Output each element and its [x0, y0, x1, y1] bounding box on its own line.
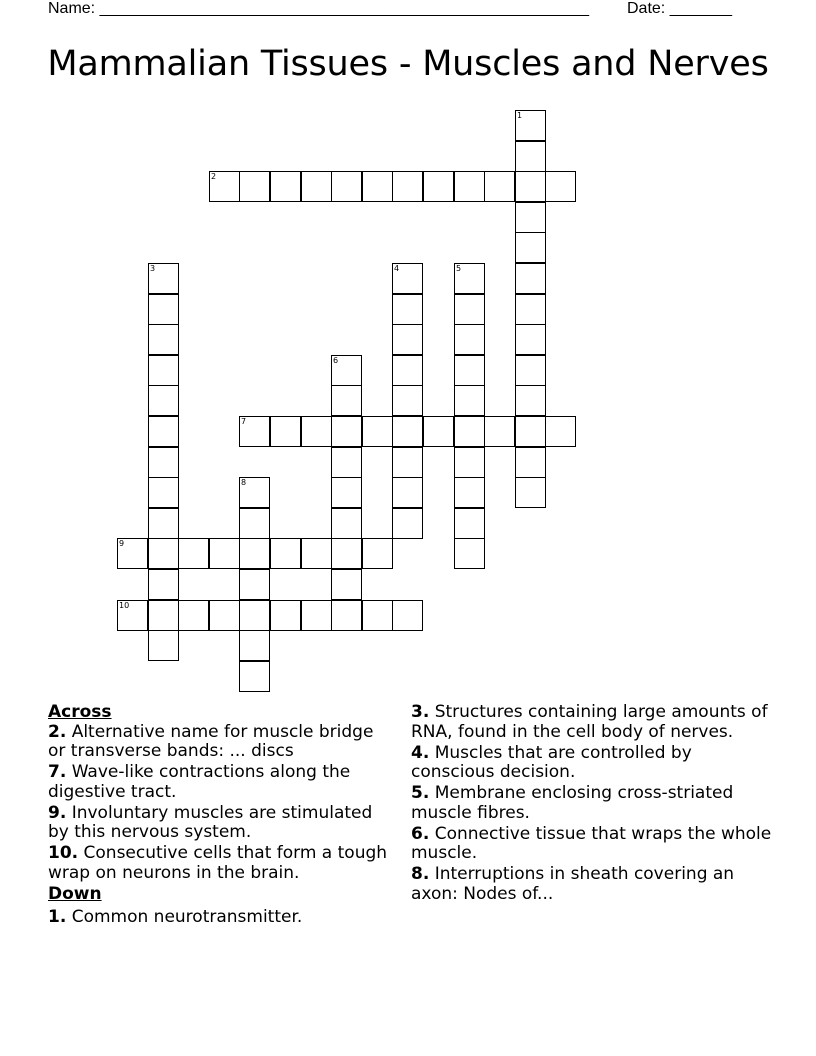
crossword-cell[interactable] [148, 416, 179, 447]
crossword-cell[interactable] [209, 171, 240, 202]
crossword-cell[interactable] [362, 600, 393, 631]
crossword-cell[interactable] [392, 416, 423, 447]
crossword-cell[interactable] [209, 600, 240, 631]
crossword-cell[interactable] [515, 416, 546, 447]
clue-across-9 [48, 804, 393, 843]
crossword-cell[interactable] [454, 294, 485, 325]
crossword-cell[interactable] [148, 294, 179, 325]
clue-number: 10. [48, 843, 79, 863]
clue-down-6 [411, 825, 776, 864]
crossword-cell[interactable] [148, 385, 179, 416]
crossword-cell[interactable] [454, 263, 485, 294]
crossword-cell[interactable] [209, 538, 240, 569]
crossword-cell[interactable] [331, 447, 362, 478]
crossword-cell[interactable] [331, 355, 362, 386]
crossword-cell[interactable] [362, 171, 393, 202]
crossword-cell[interactable] [148, 324, 179, 355]
crossword-cell[interactable] [515, 202, 546, 233]
crossword-cell[interactable] [545, 171, 576, 202]
crossword-cell[interactable] [515, 324, 546, 355]
crossword-cell[interactable] [392, 385, 423, 416]
crossword-cell[interactable] [454, 324, 485, 355]
cell-number: 9 [119, 539, 125, 548]
crossword-cell[interactable] [331, 477, 362, 508]
crossword-cell[interactable] [423, 171, 454, 202]
crossword-cell[interactable] [331, 600, 362, 631]
crossword-cell[interactable] [148, 630, 179, 661]
crossword-cell[interactable] [454, 416, 485, 447]
clue-down-1 [48, 908, 393, 928]
crossword-cell[interactable] [239, 600, 270, 631]
cell-number: 4 [394, 264, 400, 273]
crossword-cell[interactable] [484, 416, 515, 447]
page-title: Mammalian Tissues - Muscles and Nerves [47, 44, 769, 84]
crossword-cell[interactable] [515, 263, 546, 294]
crossword-cell[interactable] [270, 538, 301, 569]
clue-text: Membrane enclosing cross-striated muscle fibres. [411, 783, 734, 823]
crossword-cell[interactable] [239, 630, 270, 661]
clue-down-3 [411, 703, 776, 742]
crossword-cell[interactable] [331, 508, 362, 539]
clue-number: 5. [411, 783, 430, 803]
clue-text: Common neurotransmitter. [71, 907, 303, 927]
cell-number: 8 [241, 478, 247, 487]
clue-number: 2. [48, 721, 67, 742]
across-heading: Across [48, 702, 112, 722]
cell-number: 10 [119, 601, 130, 610]
crossword-cell[interactable] [392, 447, 423, 478]
cell-number: 1 [517, 111, 523, 120]
crossword-cell[interactable] [239, 477, 270, 508]
clue-across-7 [48, 763, 393, 802]
crossword-cell[interactable] [301, 416, 332, 447]
crossword-cell[interactable] [331, 538, 362, 569]
crossword-cell[interactable] [331, 416, 362, 447]
down-heading: Down [48, 883, 102, 904]
crossword-cell[interactable] [239, 538, 270, 569]
clue-number: 8. [411, 864, 430, 884]
crossword-cell[interactable] [392, 294, 423, 325]
crossword-cell[interactable] [301, 600, 332, 631]
clue-number: 4. [411, 742, 430, 763]
crossword-cell[interactable] [239, 569, 270, 600]
crossword-cell[interactable] [454, 355, 485, 386]
name-field-label: Name: _______________________________________________________ [48, 0, 589, 17]
crossword-cell[interactable] [454, 447, 485, 478]
clues-left-column [48, 703, 393, 929]
crossword-cell[interactable] [117, 600, 148, 631]
crossword-cell[interactable] [515, 385, 546, 416]
crossword-cell[interactable] [423, 416, 454, 447]
crossword-cell[interactable] [239, 508, 270, 539]
clue-down-8 [411, 865, 776, 904]
crossword-cell[interactable] [178, 600, 209, 631]
crossword-cell[interactable] [392, 355, 423, 386]
crossword-cell[interactable] [362, 538, 393, 569]
clue-number: 6. [411, 823, 430, 844]
clue-text: Alternative name for muscle bridge or transverse bands: ... discs [48, 721, 374, 761]
crossword-cell[interactable] [117, 538, 148, 569]
clue-number: 3. [411, 702, 430, 722]
crossword-cell[interactable] [392, 600, 423, 631]
crossword-cell[interactable] [454, 171, 485, 202]
clue-across-2 [48, 723, 393, 762]
crossword-cell[interactable] [148, 447, 179, 478]
crossword-cell[interactable] [392, 508, 423, 539]
crossword-cell[interactable] [331, 385, 362, 416]
crossword-cell[interactable] [331, 569, 362, 600]
crossword-cell[interactable] [454, 508, 485, 539]
crossword-cell[interactable] [148, 508, 179, 539]
cell-number: 5 [456, 264, 462, 273]
crossword-cell[interactable] [515, 232, 546, 263]
crossword-cell[interactable] [148, 355, 179, 386]
crossword-cell[interactable] [239, 416, 270, 447]
clue-text: Consecutive cells that form a tough wrap on neurons in the brain. [48, 843, 388, 883]
clue-text: Interruptions in sheath covering an axon: Nodes of... [411, 864, 735, 904]
crossword-cell[interactable] [331, 171, 362, 202]
crossword-cell[interactable] [454, 477, 485, 508]
clue-text: Wave-like contractions along the digestive tract. [48, 762, 351, 802]
crossword-cell[interactable] [515, 447, 546, 478]
crossword-cell[interactable] [392, 171, 423, 202]
clue-number: 9. [48, 802, 67, 823]
crossword-cell[interactable] [270, 600, 301, 631]
clue-text: Muscles that are controlled by conscious decision. [411, 742, 692, 782]
crossword-cell[interactable] [454, 385, 485, 416]
crossword-cell[interactable] [270, 171, 301, 202]
crossword-cell[interactable] [515, 355, 546, 386]
crossword-cell[interactable] [392, 324, 423, 355]
crossword-cell[interactable] [392, 263, 423, 294]
crossword-cell[interactable] [484, 171, 515, 202]
crossword-cell[interactable] [148, 477, 179, 508]
crossword-cell[interactable] [301, 538, 332, 569]
cell-number: 7 [241, 417, 247, 426]
clue-down-5 [411, 784, 776, 823]
crossword-cell[interactable] [148, 263, 179, 294]
crossword-cell[interactable] [454, 538, 485, 569]
crossword-cell[interactable] [515, 477, 546, 508]
crossword-cell[interactable] [545, 416, 576, 447]
crossword-cell[interactable] [148, 538, 179, 569]
crossword-cell[interactable] [239, 661, 270, 692]
crossword-cell[interactable] [515, 141, 546, 172]
cell-number: 3 [150, 264, 156, 273]
crossword-cell[interactable] [515, 294, 546, 325]
crossword-cell[interactable] [515, 171, 546, 202]
clue-number: 7. [48, 762, 67, 782]
crossword-cell[interactable] [392, 477, 423, 508]
crossword-cell[interactable] [362, 416, 393, 447]
clue-across-10 [48, 844, 393, 883]
crossword-cell[interactable] [515, 110, 546, 141]
clue-text: Involuntary muscles are stimulated by this nervous system. [48, 802, 373, 842]
crossword-cell[interactable] [148, 569, 179, 600]
clue-text: Connective tissue that wraps the whole muscle. [411, 823, 772, 863]
clue-number: 1. [48, 907, 67, 927]
clue-text: Structures containing large amounts of RNA, found in the cell body of nerves. [411, 702, 768, 742]
crossword-cell[interactable] [270, 416, 301, 447]
clues-right-column [411, 703, 776, 906]
crossword-cell[interactable] [148, 600, 179, 631]
crossword-cell[interactable] [239, 171, 270, 202]
crossword-cell[interactable] [301, 171, 332, 202]
clue-down-4 [411, 744, 776, 783]
cell-number: 2 [211, 172, 217, 181]
crossword-cell[interactable] [178, 538, 209, 569]
cell-number: 6 [333, 356, 339, 365]
date-field-label: Date: _______ [627, 0, 732, 17]
